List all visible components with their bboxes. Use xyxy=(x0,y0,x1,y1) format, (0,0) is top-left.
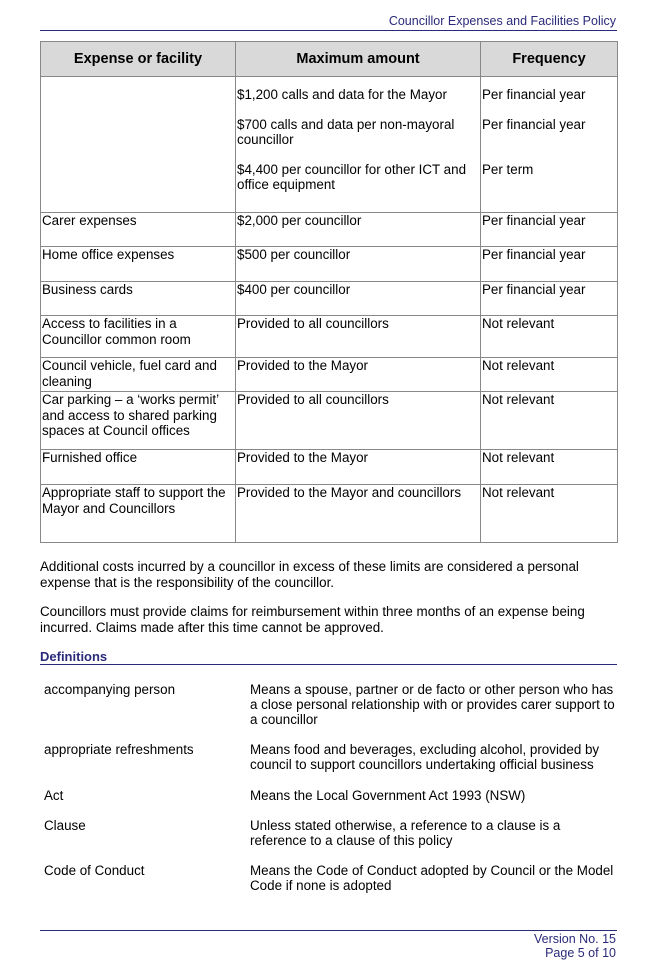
expense-cell: Access to facilities in a Councillor common room xyxy=(41,316,236,358)
table-row xyxy=(41,213,618,247)
ict-amount-3: $4,400 per councillor for other ICT and office equipment xyxy=(237,161,467,192)
expenses-table xyxy=(40,41,618,543)
definition-term: accompanying person xyxy=(44,682,176,697)
table-row-ict xyxy=(41,77,618,213)
definition-term: appropriate refreshments xyxy=(44,742,194,757)
ict-amount-2: $700 calls and data per non-mayoral councillor xyxy=(237,116,455,147)
table-row xyxy=(41,247,618,282)
ict-expense-cell xyxy=(41,77,236,213)
definitions-heading: Definitions xyxy=(40,649,108,664)
amount-cell: $500 per councillor xyxy=(236,247,481,282)
expense-cell: Appropriate staff to support the Mayor and Councillors xyxy=(41,485,236,543)
excess-costs-paragraph: Additional costs incurred by a councillor in excess of these limits are considered a personal expense that is the responsibility of the councillor. xyxy=(40,559,579,590)
definition-item xyxy=(44,788,619,818)
ict-frequency-2: Per financial year xyxy=(482,116,586,132)
amount-cell: Provided to the Mayor xyxy=(236,450,481,485)
page-number: Page 5 of 10 xyxy=(545,946,616,960)
definition-term: Code of Conduct xyxy=(44,863,145,878)
ict-amount-cell xyxy=(236,77,481,213)
frequency-cell: Per financial year xyxy=(481,247,618,282)
frequency-cell: Not relevant xyxy=(481,392,618,450)
amount-cell: $2,000 per councillor xyxy=(236,213,481,247)
header-divider xyxy=(40,30,617,31)
expense-cell: Home office expenses xyxy=(41,247,236,282)
expense-cell: Council vehicle, fuel card and cleaning xyxy=(41,358,236,392)
table-row xyxy=(41,358,618,392)
table-row xyxy=(41,485,618,543)
definition-term: Act xyxy=(44,788,64,803)
amount-cell: Provided to the Mayor and councillors xyxy=(236,485,481,543)
ict-frequency-3: Per term xyxy=(482,161,534,177)
table-row xyxy=(41,392,618,450)
amount-cell: $400 per councillor xyxy=(236,282,481,316)
expense-cell: Business cards xyxy=(41,282,236,316)
frequency-cell: Not relevant xyxy=(481,485,618,543)
table-header-row xyxy=(41,42,618,77)
ict-frequency-cell xyxy=(481,77,618,213)
definition-text: Means the Local Government Act 1993 (NSW) xyxy=(250,788,526,803)
amount-cell: Provided to all councillors xyxy=(236,392,481,450)
definition-text: Means a spouse, partner or de facto or other person who has a close personal relationship with or provides carer support to a councillor xyxy=(250,682,615,727)
frequency-cell: Per financial year xyxy=(481,282,618,316)
frequency-cell: Per financial year xyxy=(481,213,618,247)
definition-text: Means food and beverages, excluding alcohol, provided by council to support councillors undertaking official business xyxy=(250,742,600,772)
table-row xyxy=(41,282,618,316)
column-header-frequency: Frequency xyxy=(481,42,618,77)
expense-cell: Carer expenses xyxy=(41,213,236,247)
definition-text: Unless stated otherwise, a reference to a clause is a reference to a clause of this policy xyxy=(250,818,561,848)
frequency-cell: Not relevant xyxy=(481,358,618,392)
table-row xyxy=(41,316,618,358)
definition-term: Clause xyxy=(44,818,86,833)
definitions-divider xyxy=(40,664,617,665)
document-header-title: Councillor Expenses and Facilities Policy xyxy=(388,14,616,28)
frequency-cell: Not relevant xyxy=(481,316,618,358)
definitions-list xyxy=(44,682,619,893)
column-header-expense: Expense or facility xyxy=(41,42,236,77)
ict-amount-1: $1,200 calls and data for the Mayor xyxy=(237,87,447,102)
amount-cell: Provided to the Mayor xyxy=(236,358,481,392)
frequency-cell: Not relevant xyxy=(481,450,618,485)
definition-item xyxy=(44,682,619,742)
definition-item xyxy=(44,742,619,788)
claims-deadline-paragraph: Councillors must provide claims for reimbursement within three months of an expense being incurred. Claims made after this time cannot be approved. xyxy=(40,604,585,635)
expense-cell: Car parking – a ‘works permit’ and access to shared parking spaces at Council offices xyxy=(41,392,236,450)
table-row xyxy=(41,450,618,485)
definition-item xyxy=(44,818,619,863)
definition-item xyxy=(44,863,619,893)
column-header-amount: Maximum amount xyxy=(236,42,481,77)
expense-cell: Furnished office xyxy=(41,450,236,485)
amount-cell: Provided to all councillors xyxy=(236,316,481,358)
ict-frequency-1: Per financial year xyxy=(482,87,586,102)
footer-divider xyxy=(40,930,617,931)
definition-text: Means the Code of Conduct adopted by Council or the Model Code if none is adopted xyxy=(250,863,614,893)
version-number: Version No. 15 xyxy=(534,932,616,946)
